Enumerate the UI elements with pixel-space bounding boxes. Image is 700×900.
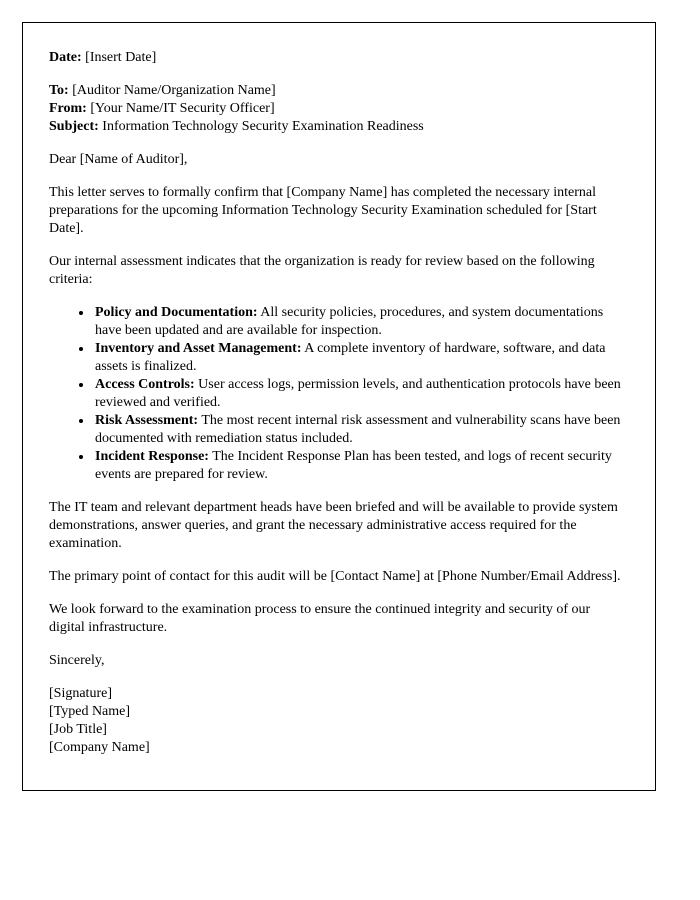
paragraph-assessment: Our internal assessment indicates that the organization is ready for review based on the following criteria:: [49, 254, 595, 287]
bullet-label: Policy and Documentation:: [95, 305, 258, 320]
list-item-inventory: [93, 340, 629, 376]
paragraph-lookforward: We look forward to the examination process to ensure the continued integrity and security of our digital infrastructure.: [49, 602, 591, 635]
typed-name-placeholder: [Typed Name]: [49, 704, 131, 719]
subject-label: Subject:: [49, 119, 99, 134]
paragraph-contact: The primary point of contact for this audit will be [Contact Name] at [Phone Number/Email Address].: [49, 569, 621, 584]
bullet-label: Access Controls:: [95, 377, 195, 392]
date-line: [49, 49, 629, 67]
subject-line: [49, 118, 629, 136]
job-title-placeholder: [Job Title]: [49, 722, 107, 737]
signature-block: [49, 685, 629, 757]
bullet-text: All security policies, procedures, and system documentations have been updated and are available for inspection.: [95, 305, 604, 338]
letter-document: [22, 22, 656, 791]
paragraph-confirmation: This letter serves to formally confirm that [Company Name] has completed the necessary internal preparations for the upcoming Information Technology Security Examination scheduled for [Start Date].: [49, 185, 597, 236]
from-label: From:: [49, 101, 87, 116]
list-item-risk-assessment: [93, 412, 629, 448]
list-item-policy: [93, 304, 629, 340]
to-line: [49, 82, 629, 100]
bullet-text: The Incident Response Plan has been tested, and logs of recent security events are prepared for review.: [95, 449, 612, 482]
bullet-label: Incident Response:: [95, 449, 209, 464]
closing: Sincerely,: [49, 653, 105, 668]
date-value: [Insert Date]: [81, 50, 157, 65]
salutation: Dear [Name of Auditor],: [49, 152, 188, 167]
paragraph-it-team: The IT team and relevant department heads have been briefed and will be available to provide system demonstrations, answer queries, and grant the necessary administrative access required for the examination.: [49, 500, 618, 551]
from-line: [49, 100, 629, 118]
criteria-list: [49, 304, 629, 484]
list-item-incident-response: [93, 448, 629, 484]
to-value: [Auditor Name/Organization Name]: [68, 83, 276, 98]
company-name-placeholder: [Company Name]: [49, 740, 150, 755]
subject-value: Information Technology Security Examination Readiness: [98, 119, 424, 134]
bullet-label: Inventory and Asset Management:: [95, 341, 302, 356]
date-label: Date:: [49, 50, 82, 65]
bullet-text: A complete inventory of hardware, software, and data assets is finalized.: [95, 341, 606, 374]
bullet-text: The most recent internal risk assessment and vulnerability scans have been documented with remediation status included.: [95, 413, 621, 446]
bullet-text: User access logs, permission levels, and authentication protocols have been reviewed and verified.: [95, 377, 621, 410]
to-label: To:: [49, 83, 69, 98]
signature-placeholder: [Signature]: [49, 686, 112, 701]
from-value: [Your Name/IT Security Officer]: [86, 101, 275, 116]
list-item-access-controls: [93, 376, 629, 412]
bullet-label: Risk Assessment:: [95, 413, 199, 428]
